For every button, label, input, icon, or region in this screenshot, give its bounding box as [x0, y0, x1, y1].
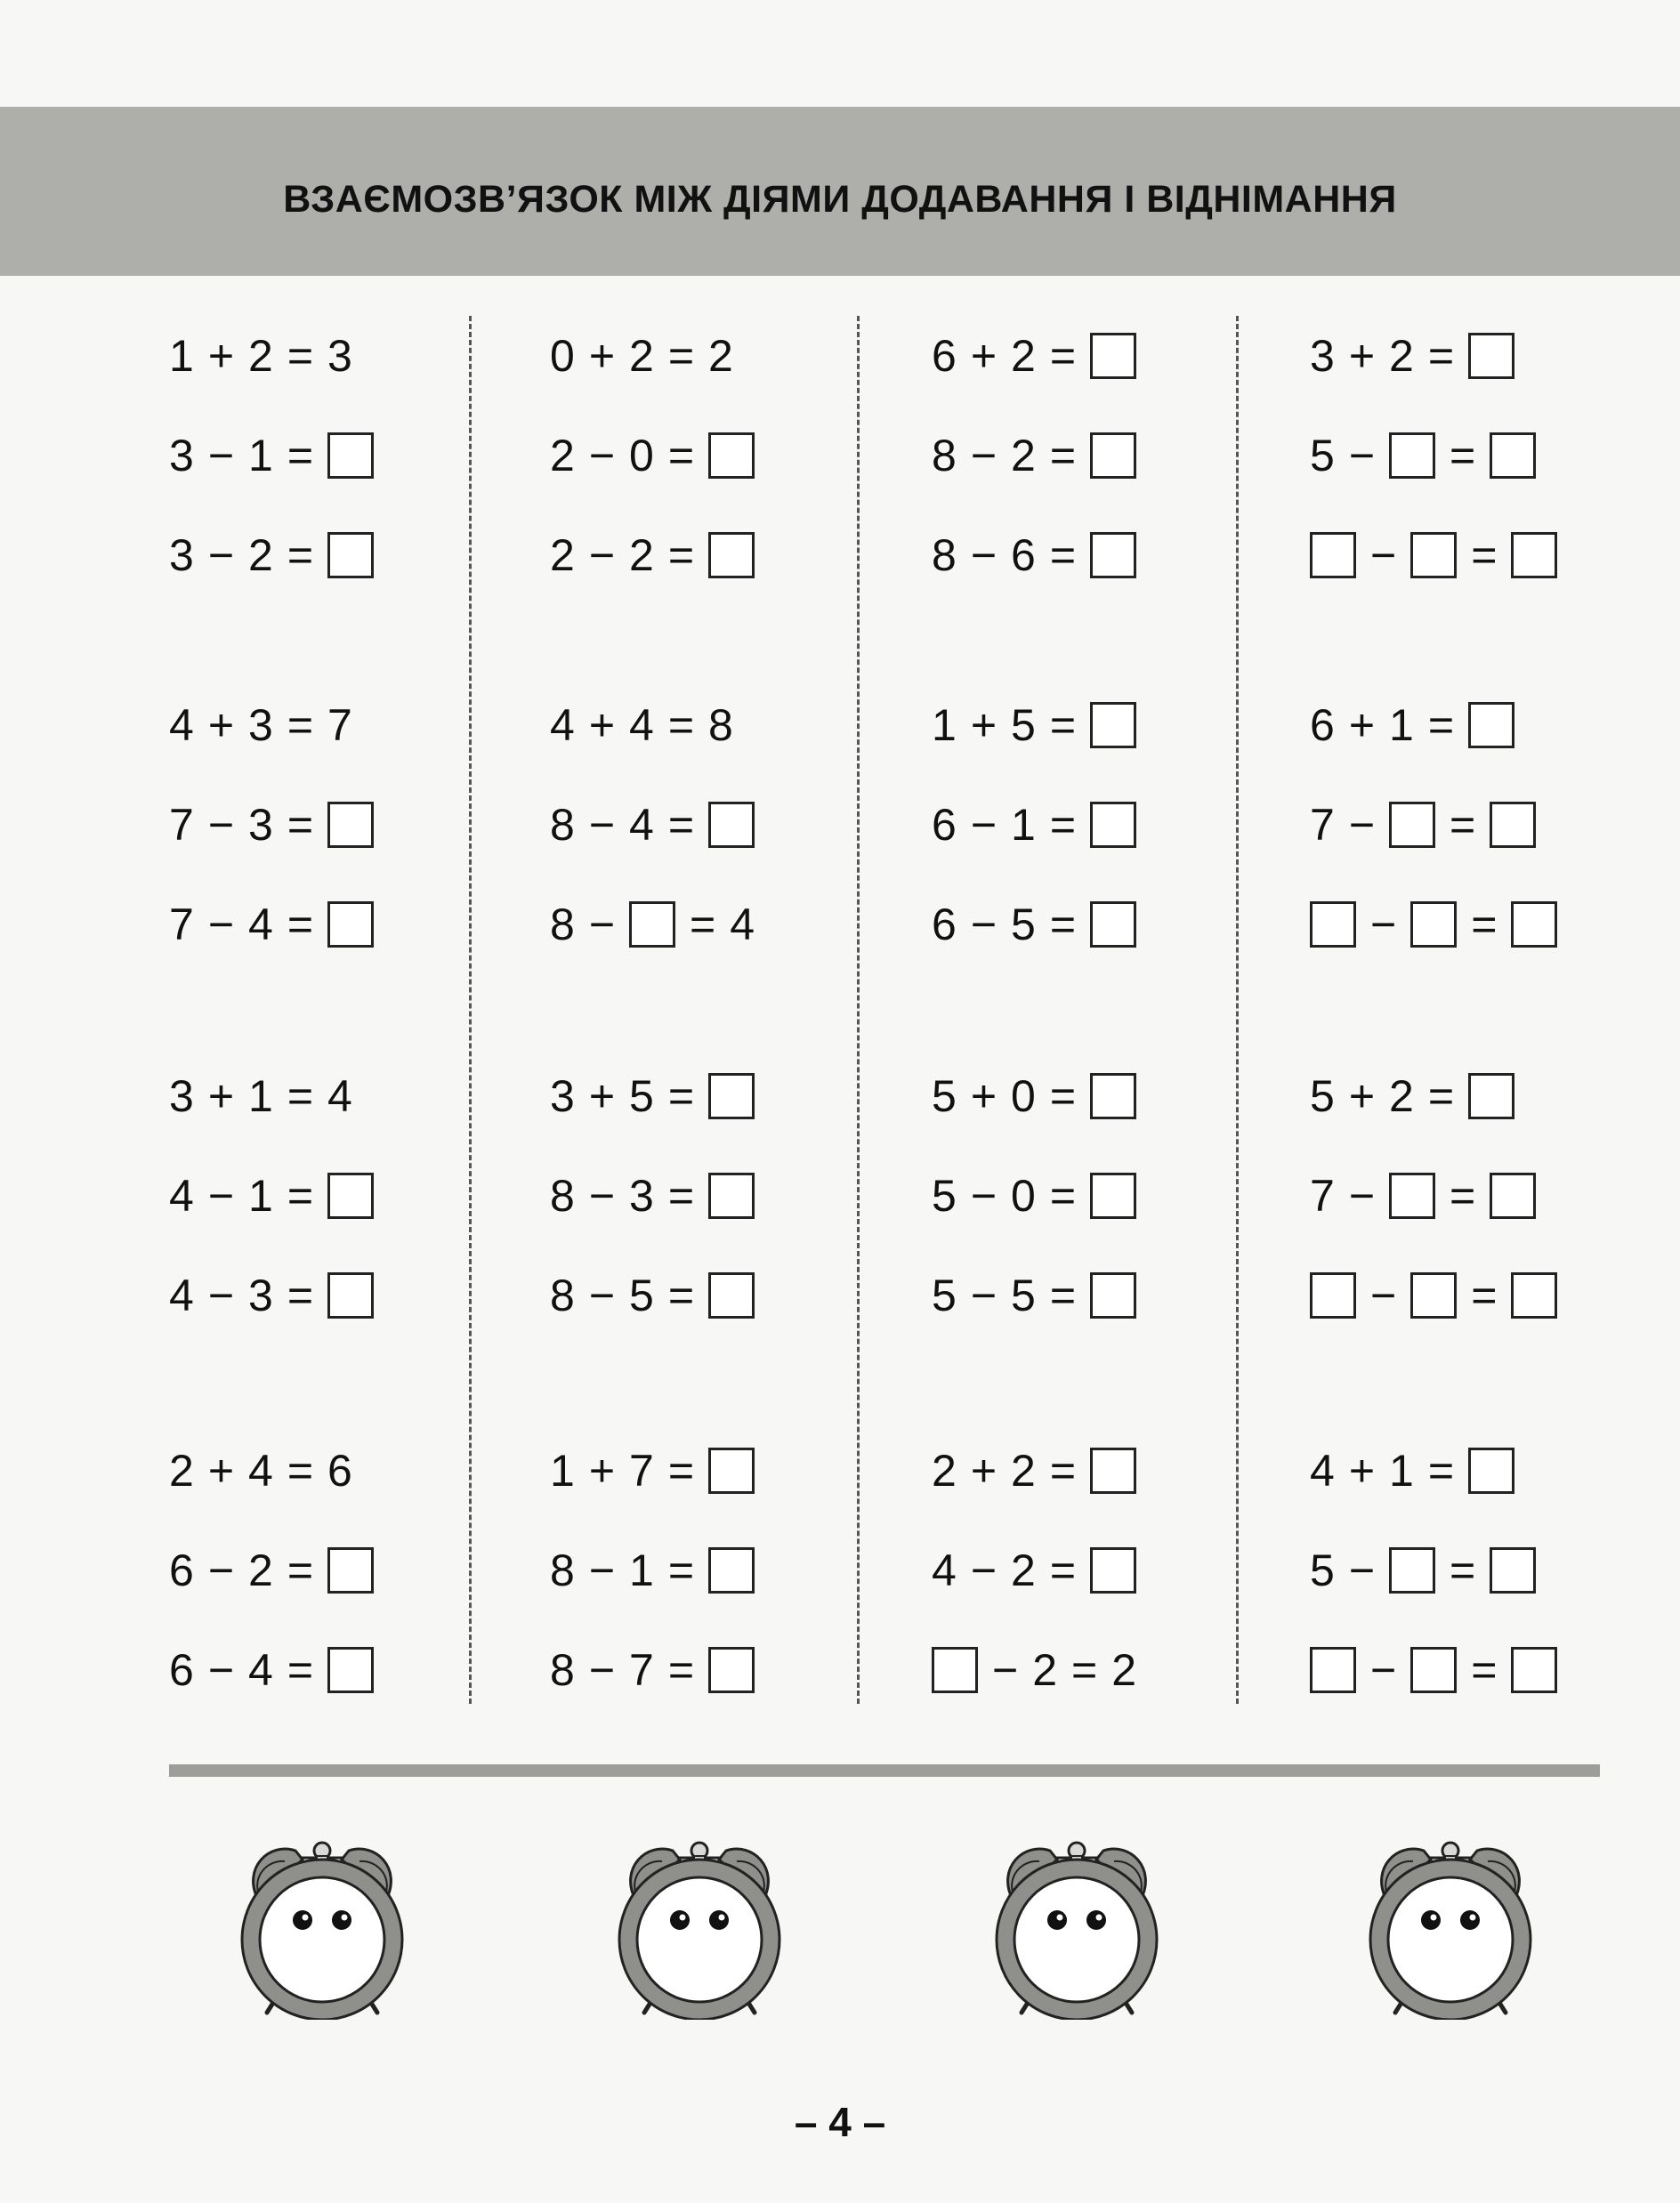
- equation-token: 5: [932, 1171, 957, 1221]
- answer-box[interactable]: [1490, 802, 1536, 848]
- equation-row: [932, 1539, 1151, 1602]
- equation-row: [932, 694, 1151, 756]
- equation-row: [550, 325, 747, 387]
- equation-token: 1: [550, 1446, 575, 1496]
- equation-token: 2: [1032, 1645, 1058, 1695]
- equation-token: 3: [248, 1271, 273, 1320]
- column-separator: [469, 316, 472, 1704]
- equation-row: [932, 524, 1151, 586]
- equation-row: [1310, 524, 1571, 586]
- equation-token: 6: [1310, 700, 1335, 750]
- equation-token: 3: [1310, 331, 1335, 381]
- equation-token: +: [970, 1071, 998, 1121]
- equation-row: [932, 1065, 1151, 1127]
- answer-box[interactable]: [327, 1272, 374, 1319]
- equation-row: [932, 1165, 1151, 1227]
- equation-token: 4: [550, 700, 575, 750]
- equation-token: +: [970, 700, 998, 750]
- equation-token: +: [1348, 700, 1376, 750]
- equation-token: 5: [1011, 1271, 1036, 1320]
- equation-row: [1310, 1639, 1571, 1701]
- equation-token: =: [1427, 1446, 1455, 1496]
- equation-token: +: [207, 1446, 235, 1496]
- equation-token: =: [287, 800, 314, 850]
- answer-box[interactable]: [1511, 532, 1557, 578]
- equation-token: 8: [550, 1645, 575, 1695]
- answer-box[interactable]: [708, 532, 755, 578]
- equation-token: 8: [550, 900, 575, 949]
- answer-box[interactable]: [1090, 532, 1136, 578]
- equation-token: 2: [1011, 331, 1036, 381]
- equation-row: [169, 1065, 367, 1127]
- equation-row: [169, 325, 367, 387]
- equation-token: 4: [730, 900, 755, 949]
- answer-box[interactable]: [1490, 1173, 1536, 1219]
- equation-row: [169, 1440, 367, 1502]
- equation-token: 5: [1310, 431, 1335, 480]
- equation-token: =: [1450, 1171, 1476, 1221]
- equation-row: [550, 1639, 769, 1701]
- equation-token: 8: [932, 530, 957, 580]
- equation-token: 0: [629, 431, 654, 480]
- equation-row: [169, 794, 388, 856]
- equation-token: =: [287, 1171, 314, 1221]
- equation-token: 8: [708, 700, 733, 750]
- equation-token: 4: [1310, 1446, 1335, 1496]
- equation-token: 8: [932, 431, 957, 480]
- equation-token: −: [207, 1171, 235, 1221]
- equation-token: =: [287, 700, 314, 750]
- answer-box[interactable]: [1090, 702, 1136, 748]
- equation-token: −: [207, 1545, 235, 1595]
- equation-token: =: [667, 700, 695, 750]
- equation-token: 1: [1389, 1446, 1414, 1496]
- answer-box[interactable]: [1511, 1647, 1557, 1693]
- equation-token: 2: [248, 1545, 273, 1595]
- equation-token: 3: [248, 800, 273, 850]
- equation-token: +: [970, 331, 998, 381]
- equation-token: =: [1427, 331, 1455, 381]
- equation-token: 6: [932, 331, 957, 381]
- answer-box[interactable]: [1389, 802, 1435, 848]
- answer-box[interactable]: [1090, 1448, 1136, 1494]
- page-title: ВЗАЄМОЗВ’ЯЗОК МІЖ ДІЯМИ ДОДАВАННЯ І ВІДНІМАННЯ: [283, 177, 1397, 221]
- answer-box[interactable]: [327, 532, 374, 578]
- equation-token: +: [588, 1446, 616, 1496]
- equation-token: −: [588, 431, 616, 480]
- equation-token: =: [667, 530, 695, 580]
- equation-token: 2: [169, 1446, 194, 1496]
- equation-token: −: [588, 1545, 616, 1595]
- equation-token: 5: [629, 1071, 654, 1121]
- equation-token: =: [1049, 700, 1077, 750]
- equation-token: 5: [1011, 700, 1036, 750]
- equation-token: +: [588, 1071, 616, 1121]
- equation-row: [1310, 325, 1529, 387]
- answer-box[interactable]: [1389, 1173, 1435, 1219]
- equation-token: =: [667, 1171, 695, 1221]
- equation-token: =: [667, 800, 695, 850]
- equation-token: 4: [169, 1171, 194, 1221]
- equation-token: 2: [708, 331, 733, 381]
- equation-row: [550, 1165, 769, 1227]
- equation-token: 7: [169, 900, 194, 949]
- equation-token: 7: [327, 700, 352, 750]
- equation-token: 0: [1011, 1071, 1036, 1121]
- equation-token: =: [287, 900, 314, 949]
- equation-token: =: [1049, 1271, 1077, 1320]
- equation-token: 3: [169, 1071, 194, 1121]
- equation-token: +: [588, 331, 616, 381]
- equation-row: [550, 893, 769, 956]
- answer-box[interactable]: [708, 432, 755, 479]
- equation-token: =: [1450, 800, 1476, 850]
- equation-row: [550, 424, 769, 487]
- equation-token: −: [1348, 1545, 1376, 1595]
- equation-token: 2: [1011, 1446, 1036, 1496]
- alarm-clock-icon: [988, 1815, 1166, 2020]
- equation-token: 5: [932, 1071, 957, 1121]
- title-band: [0, 107, 1680, 276]
- answer-box[interactable]: [1090, 1173, 1136, 1219]
- equation-token: 4: [932, 1545, 957, 1595]
- equation-token: =: [287, 431, 314, 480]
- equation-token: 4: [629, 700, 654, 750]
- answer-box[interactable]: [1310, 532, 1356, 578]
- equation-row: [169, 1539, 388, 1602]
- answer-box[interactable]: [629, 901, 675, 948]
- answer-box[interactable]: [1511, 1272, 1557, 1319]
- equation-row: [550, 1065, 769, 1127]
- equation-token: 6: [932, 800, 957, 850]
- equation-token: +: [207, 700, 235, 750]
- equation-token: −: [588, 1171, 616, 1221]
- equation-row: [169, 893, 388, 956]
- equation-token: 2: [248, 331, 273, 381]
- answer-box[interactable]: [1410, 1272, 1457, 1319]
- equation-token: 5: [932, 1271, 957, 1320]
- answer-box[interactable]: [327, 1647, 374, 1693]
- answer-box[interactable]: [708, 1547, 755, 1594]
- equation-token: 5: [1310, 1545, 1335, 1595]
- equation-token: =: [1471, 1271, 1498, 1320]
- equation-row: [932, 1440, 1151, 1502]
- answer-box[interactable]: [327, 901, 374, 948]
- equation-token: 1: [932, 700, 957, 750]
- equation-token: 1: [248, 1071, 273, 1121]
- equation-token: +: [1348, 331, 1376, 381]
- equation-token: =: [287, 331, 314, 381]
- equation-token: =: [667, 1071, 695, 1121]
- equation-token: −: [1348, 431, 1376, 480]
- equation-token: 4: [169, 700, 194, 750]
- equation-token: −: [970, 1271, 998, 1320]
- answer-box[interactable]: [1511, 901, 1557, 948]
- equation-token: 2: [1111, 1645, 1137, 1695]
- equation-token: −: [1348, 1171, 1376, 1221]
- equation-row: [1310, 424, 1550, 487]
- answer-box[interactable]: [1410, 901, 1457, 948]
- equation-token: 8: [550, 1271, 575, 1320]
- equation-token: 3: [629, 1171, 654, 1221]
- equation-token: 2: [1011, 431, 1036, 480]
- equation-token: =: [287, 1071, 314, 1121]
- equation-token: −: [207, 431, 235, 480]
- answer-box[interactable]: [1090, 1547, 1136, 1594]
- equation-token: 1: [1389, 700, 1414, 750]
- equation-token: 7: [629, 1446, 654, 1496]
- equation-row: [932, 424, 1151, 487]
- equation-token: =: [287, 1645, 314, 1695]
- equation-row: [932, 1264, 1151, 1327]
- equation-token: =: [287, 1545, 314, 1595]
- answer-box[interactable]: [1090, 1073, 1136, 1119]
- equation-token: −: [207, 800, 235, 850]
- equation-token: 5: [1011, 900, 1036, 949]
- answer-box[interactable]: [1468, 702, 1514, 748]
- equation-token: 2: [550, 431, 575, 480]
- answer-box[interactable]: [1090, 802, 1136, 848]
- answer-box[interactable]: [1468, 333, 1514, 379]
- equation-token: =: [1049, 1171, 1077, 1221]
- answer-box[interactable]: [708, 1073, 755, 1119]
- answer-box[interactable]: [1389, 1547, 1435, 1594]
- answer-box[interactable]: [1090, 432, 1136, 479]
- equation-token: 8: [550, 1171, 575, 1221]
- equation-row: [550, 694, 747, 756]
- equation-row: [550, 1440, 769, 1502]
- equation-token: 2: [248, 530, 273, 580]
- equation-token: +: [588, 700, 616, 750]
- equation-token: −: [588, 1645, 616, 1695]
- alarm-clock-icon: [610, 1815, 788, 2020]
- answer-box[interactable]: [1468, 1073, 1514, 1119]
- equation-token: =: [287, 1446, 314, 1496]
- equation-token: −: [207, 1645, 235, 1695]
- equation-token: −: [588, 800, 616, 850]
- equation-token: −: [588, 530, 616, 580]
- answer-box[interactable]: [1090, 1272, 1136, 1319]
- equation-token: 5: [629, 1271, 654, 1320]
- equation-token: =: [1471, 530, 1498, 580]
- equation-row: [932, 794, 1151, 856]
- equation-token: 7: [629, 1645, 654, 1695]
- equation-token: 2: [1011, 1545, 1036, 1595]
- equation-row: [169, 1639, 388, 1701]
- equation-row: [169, 694, 367, 756]
- equation-token: −: [207, 900, 235, 949]
- equation-token: =: [1049, 431, 1077, 480]
- equation-row: [1310, 893, 1571, 956]
- equation-row: [1310, 1264, 1571, 1327]
- equation-token: 8: [550, 1545, 575, 1595]
- answer-box[interactable]: [708, 1647, 755, 1693]
- answer-box[interactable]: [1310, 901, 1356, 948]
- equation-token: 1: [248, 1171, 273, 1221]
- equation-token: 3: [169, 530, 194, 580]
- equation-token: 3: [327, 331, 352, 381]
- equation-token: 4: [248, 900, 273, 949]
- answer-box[interactable]: [327, 432, 374, 479]
- equation-token: 1: [629, 1545, 654, 1595]
- equation-token: 4: [248, 1645, 273, 1695]
- answer-box[interactable]: [1389, 432, 1435, 479]
- equation-token: 2: [1389, 1071, 1414, 1121]
- answer-box[interactable]: [1310, 1647, 1356, 1693]
- equation-row: [169, 424, 388, 487]
- equation-token: =: [667, 1271, 695, 1320]
- answer-box[interactable]: [1468, 1448, 1514, 1494]
- answer-box[interactable]: [327, 1547, 374, 1594]
- equation-row: [1310, 1165, 1550, 1227]
- answer-box[interactable]: [1090, 333, 1136, 379]
- equation-token: =: [1427, 700, 1455, 750]
- equation-token: −: [1370, 1271, 1397, 1320]
- equation-token: −: [207, 1271, 235, 1320]
- answer-box[interactable]: [1410, 532, 1457, 578]
- equation-row: [932, 325, 1151, 387]
- equation-token: 2: [629, 331, 654, 381]
- equation-row: [169, 1165, 388, 1227]
- equation-row: [169, 524, 388, 586]
- equation-token: −: [1370, 1645, 1397, 1695]
- equation-token: +: [207, 1071, 235, 1121]
- equation-token: =: [287, 530, 314, 580]
- equation-row: [550, 1264, 769, 1327]
- equation-token: 4: [248, 1446, 273, 1496]
- equation-token: 2: [1389, 331, 1414, 381]
- equation-token: +: [207, 331, 235, 381]
- equation-token: +: [1348, 1446, 1376, 1496]
- alarm-clock-icon: [233, 1815, 411, 2020]
- equation-row: [1310, 1065, 1529, 1127]
- answer-box[interactable]: [708, 802, 755, 848]
- equation-token: =: [1071, 1645, 1098, 1695]
- equation-token: 1: [248, 431, 273, 480]
- equation-token: −: [970, 1171, 998, 1221]
- equation-token: 3: [550, 1071, 575, 1121]
- answer-box[interactable]: [1490, 432, 1536, 479]
- equation-token: =: [1427, 1071, 1455, 1121]
- equation-token: −: [1370, 900, 1397, 949]
- answer-box[interactable]: [708, 1272, 755, 1319]
- equation-token: 6: [169, 1645, 194, 1695]
- equation-token: 6: [169, 1545, 194, 1595]
- equation-token: =: [667, 431, 695, 480]
- equation-token: =: [667, 1545, 695, 1595]
- equation-token: −: [207, 530, 235, 580]
- equation-row: [932, 893, 1151, 956]
- equation-token: =: [1049, 1545, 1077, 1595]
- equation-row: [1310, 694, 1529, 756]
- equation-token: 2: [932, 1446, 957, 1496]
- equation-token: =: [667, 1645, 695, 1695]
- equation-token: 7: [1310, 1171, 1335, 1221]
- equation-row: [550, 524, 769, 586]
- equation-row: [1310, 794, 1550, 856]
- equation-token: =: [667, 1446, 695, 1496]
- equation-row: [1310, 1440, 1529, 1502]
- equation-row: [169, 1264, 388, 1327]
- page-number: – 4 –: [794, 2099, 886, 2145]
- equation-token: −: [970, 431, 998, 480]
- equation-token: =: [1049, 800, 1077, 850]
- equation-token: =: [1049, 530, 1077, 580]
- answer-box[interactable]: [1410, 1647, 1457, 1693]
- equation-token: 6: [327, 1446, 352, 1496]
- equation-token: 4: [629, 800, 654, 850]
- equation-token: −: [970, 530, 998, 580]
- equation-token: −: [970, 900, 998, 949]
- answer-box[interactable]: [708, 1448, 755, 1494]
- equation-token: −: [1348, 800, 1376, 850]
- equation-token: 2: [629, 530, 654, 580]
- equation-token: =: [1049, 331, 1077, 381]
- answer-box[interactable]: [1310, 1272, 1356, 1319]
- equation-token: =: [1049, 900, 1077, 949]
- alarm-clock-icon: [1361, 1815, 1539, 2020]
- equation-token: 1: [1011, 800, 1036, 850]
- equation-token: +: [1348, 1071, 1376, 1121]
- equation-token: 8: [550, 800, 575, 850]
- answer-box[interactable]: [932, 1647, 978, 1693]
- equation-token: 6: [1011, 530, 1036, 580]
- equation-row: [932, 1639, 1151, 1701]
- answer-box[interactable]: [708, 1173, 755, 1219]
- equation-token: 5: [1310, 1071, 1335, 1121]
- equation-row: [1310, 1539, 1550, 1602]
- equation-token: =: [1450, 431, 1476, 480]
- equation-token: =: [1471, 900, 1498, 949]
- equation-token: 7: [169, 800, 194, 850]
- equation-token: 1: [169, 331, 194, 381]
- answer-box[interactable]: [1490, 1547, 1536, 1594]
- answer-box[interactable]: [1090, 901, 1136, 948]
- equation-token: −: [970, 1545, 998, 1595]
- answer-box[interactable]: [327, 1173, 374, 1219]
- equation-token: =: [287, 1271, 314, 1320]
- equation-token: 0: [550, 331, 575, 381]
- equation-token: −: [588, 1271, 616, 1320]
- equation-token: 4: [327, 1071, 352, 1121]
- equation-token: =: [1450, 1545, 1476, 1595]
- equation-token: −: [1370, 530, 1397, 580]
- equation-token: =: [1049, 1071, 1077, 1121]
- equation-token: 4: [169, 1271, 194, 1320]
- equation-token: 2: [550, 530, 575, 580]
- equation-token: −: [588, 900, 616, 949]
- equation-token: −: [992, 1645, 1019, 1695]
- equation-token: +: [970, 1446, 998, 1496]
- equation-token: 3: [248, 700, 273, 750]
- equation-row: [550, 1539, 769, 1602]
- answer-box[interactable]: [327, 802, 374, 848]
- equation-row: [550, 794, 769, 856]
- column-separator: [857, 316, 860, 1704]
- equation-token: =: [1471, 1645, 1498, 1695]
- equation-token: 3: [169, 431, 194, 480]
- column-separator: [1236, 316, 1239, 1704]
- equation-token: 6: [932, 900, 957, 949]
- equation-token: 7: [1310, 800, 1335, 850]
- equation-token: =: [690, 900, 716, 949]
- equation-token: 0: [1011, 1171, 1036, 1221]
- equation-token: =: [1049, 1446, 1077, 1496]
- divider-bar: [169, 1764, 1600, 1777]
- equation-token: =: [667, 331, 695, 381]
- equation-token: −: [970, 800, 998, 850]
